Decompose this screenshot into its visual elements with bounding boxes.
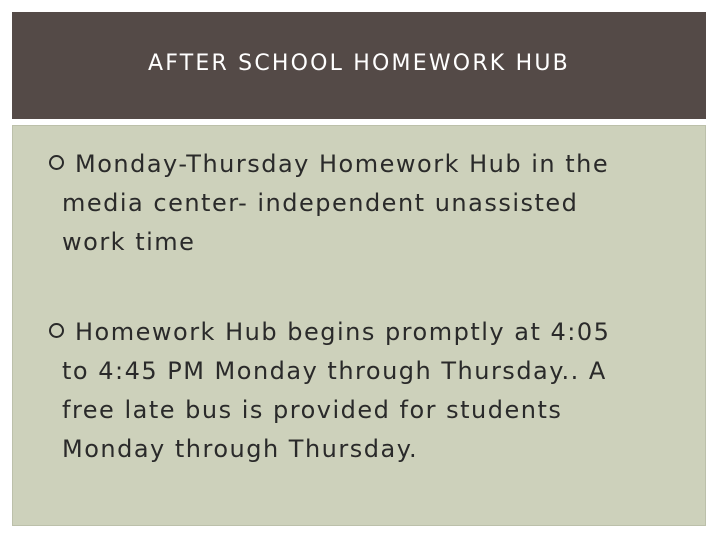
bullet-item bbox=[49, 145, 689, 262]
bullet-text-line: work time bbox=[62, 228, 196, 256]
bullet-text-line: media center- independent unassisted bbox=[62, 189, 579, 217]
bullet-text-line: Monday-Thursday Homework Hub in the bbox=[75, 150, 610, 178]
bullet-text-line: Homework Hub begins promptly at 4:05 bbox=[75, 318, 611, 346]
slide-title: AFTER SCHOOL HOMEWORK HUB bbox=[148, 51, 570, 76]
content-panel bbox=[12, 125, 706, 526]
bullet-circle-icon bbox=[49, 155, 64, 170]
bullet-item bbox=[49, 313, 689, 469]
title-bar bbox=[12, 12, 706, 119]
bullet-text-line: to 4:45 PM Monday through Thursday.. A bbox=[62, 357, 607, 385]
bullet-text-line: free late bus is provided for students bbox=[62, 396, 563, 424]
bullet-circle-icon bbox=[49, 323, 64, 338]
bullet-text-line: Monday through Thursday. bbox=[62, 435, 419, 463]
